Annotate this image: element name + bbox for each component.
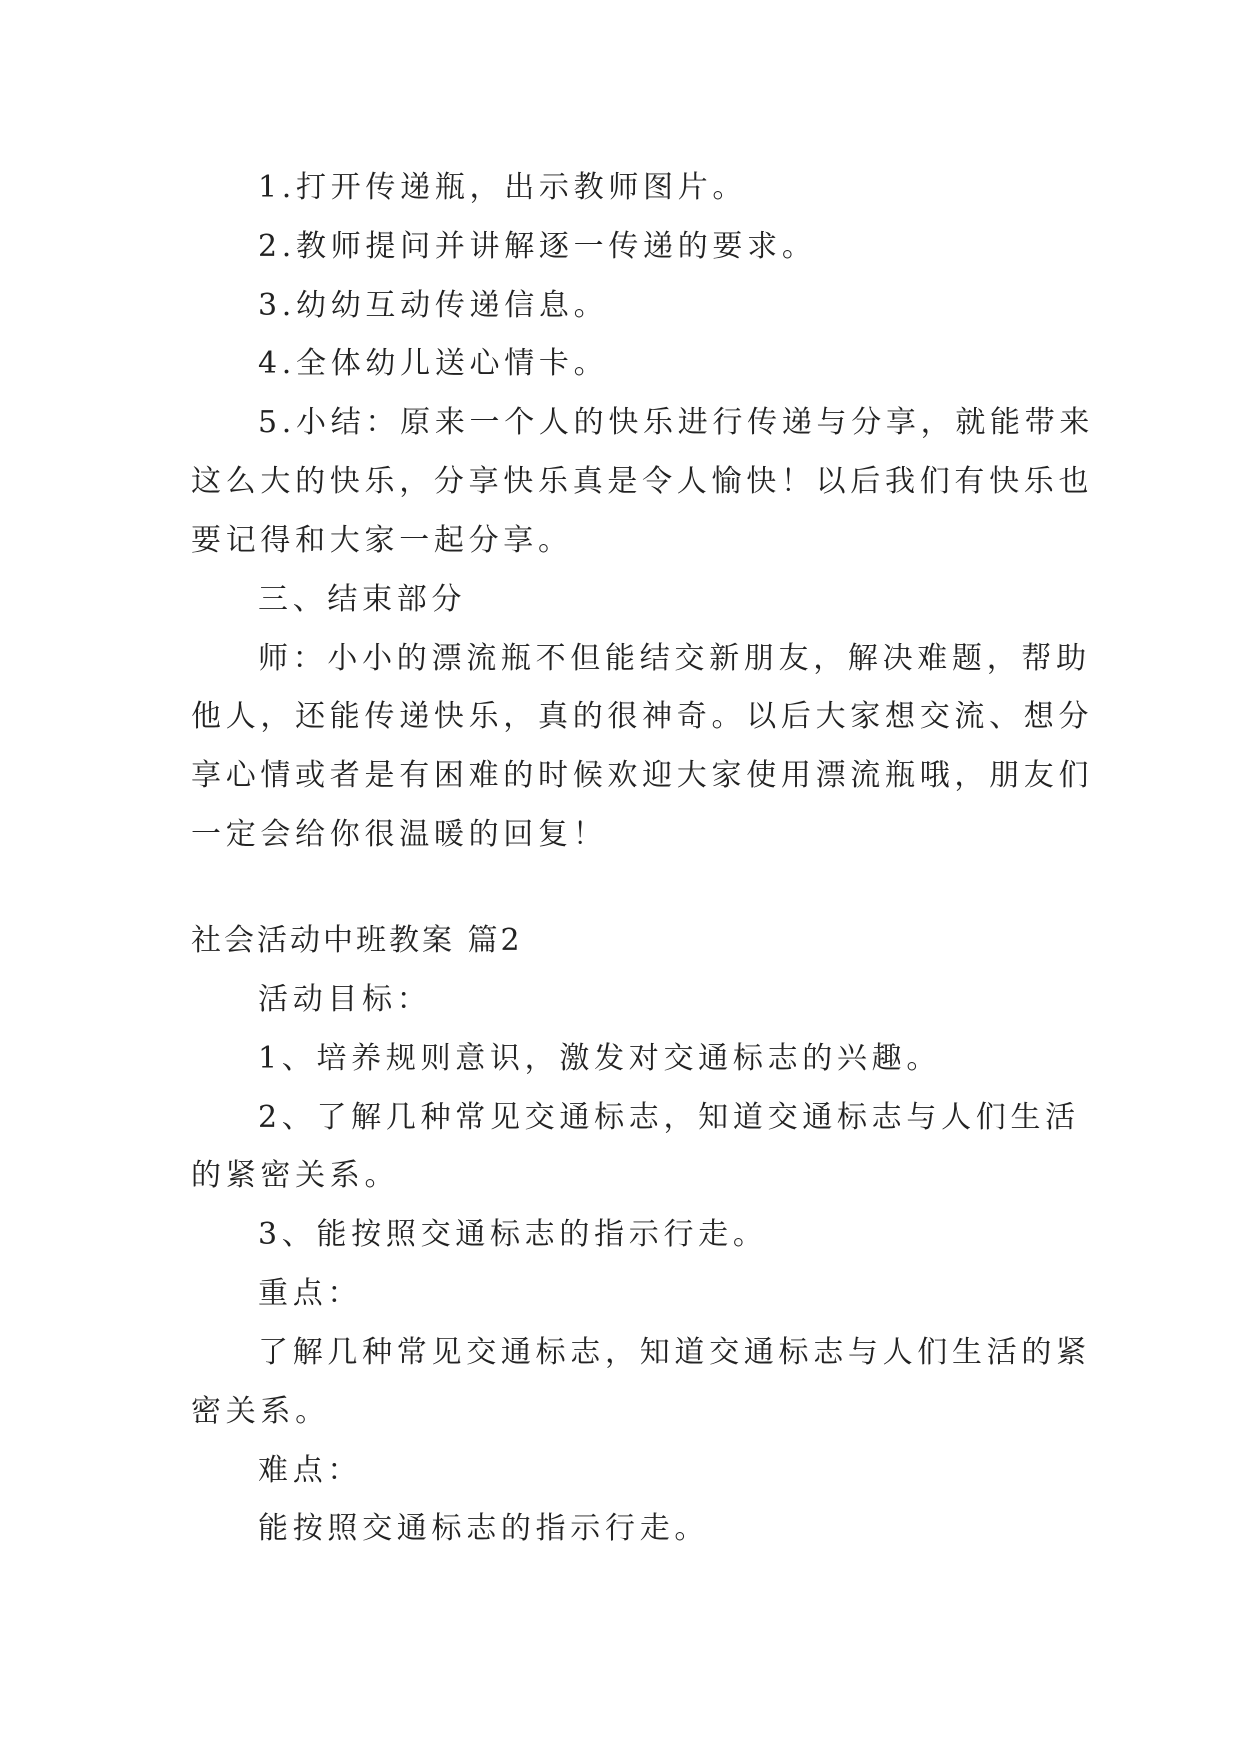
objective-1-line: 1、培养规则意识，激发对交通标志的兴趣。: [258, 1041, 942, 1076]
step-4-line: 4.全体幼儿送心情卡。: [258, 346, 609, 381]
teacher-paragraph-line-3: 享心情或者是有困难的时候欢迎大家使用漂流瓶哦，朋友们: [191, 758, 1094, 793]
teacher-paragraph-line-4: 一定会给你很温暖的回复！: [191, 817, 608, 852]
section-heading-ending: 三、结束部分: [258, 582, 467, 617]
difficulty-line: 能按照交通标志的指示行走。: [258, 1511, 710, 1546]
lesson-plan-title: 社会活动中班教案 篇2: [191, 923, 523, 958]
objective-2-line-2: 的紧密关系。: [191, 1158, 400, 1193]
summary-line-2: 这么大的快乐，分享快乐真是令人愉快！以后我们有快乐也: [191, 464, 1094, 499]
difficulty-heading: 难点：: [258, 1453, 363, 1488]
key-points-heading: 重点：: [258, 1276, 363, 1311]
key-points-line-2: 密关系。: [191, 1394, 330, 1429]
step-3-line: 3.幼幼互动传递信息。: [258, 288, 609, 323]
summary-line-3: 要记得和大家一起分享。: [191, 523, 573, 558]
objectives-heading: 活动目标：: [258, 982, 432, 1017]
step-1-line: 1.打开传递瓶，出示教师图片。: [258, 170, 748, 205]
objective-2-line-1: 2、了解几种常见交通标志，知道交通标志与人们生活: [258, 1100, 1080, 1135]
teacher-paragraph-line-2: 他人，还能传递快乐，真的很神奇。以后大家想交流、想分: [191, 699, 1094, 734]
key-points-line-1: 了解几种常见交通标志，知道交通标志与人们生活的紧: [258, 1335, 1091, 1370]
teacher-paragraph-line-1: 师：小小的漂流瓶不但能结交新朋友，解决难题，帮助: [258, 641, 1091, 676]
summary-line-1: 5.小结：原来一个人的快乐进行传递与分享，就能带来: [258, 405, 1095, 440]
step-2-line: 2.教师提问并讲解逐一传递的要求。: [258, 229, 817, 264]
objective-3-line: 3、能按照交通标志的指示行走。: [258, 1217, 768, 1252]
